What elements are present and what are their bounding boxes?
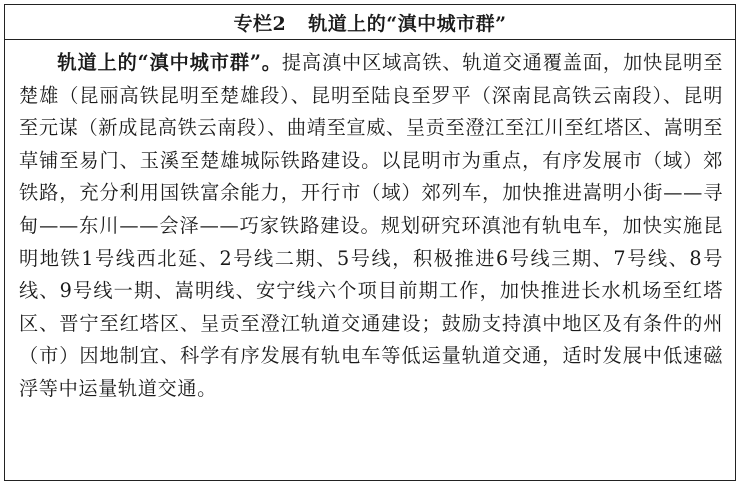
body-lead: 轨道上的“滇中城市群”。 [57,51,282,74]
column-header [5,5,735,40]
column-body [19,47,723,406]
column-title: 轨道上的“滇中城市群” [308,12,507,35]
body-text: 提高滇中区域高铁、轨道交通覆盖面，加快昆明至楚雄（昆丽高铁昆明至楚雄段）、昆明至陆良至罗平（深南昆高铁云南段）、昆明至元谋（新成昆高铁云南段）、曲靖至宣威、呈贡至澄江至江川至红塔区、嵩明至草铺至易门、玉溪至楚雄城际铁路建设。以昆明市为重点，有序发展市（域）郊铁路，充分利用国铁富余能力，开行市（域）郊列车，加快推进嵩明小街——寻甸——东川——会泽——巧家铁路建设。规划研究环滇池有轨电车，加快实施昆明地铁1号线西北延、2号线二期、5号线，积极推进6号线三期、7号线、8号线、9号线一期、嵩明线、安宁线六个项目前期工作，加快推进长水机场至红塔区、晋宁至红塔区、呈贡至澄江轨道交通建设；鼓励支持滇中地区及有条件的州（市）因地制宜、科学有序发展有轨电车等低运量轨道交通，适时发展中低速磁浮等中运量轨道交通。 [19,51,723,400]
column-box [4,4,736,481]
column-label: 专栏2 [233,12,287,35]
